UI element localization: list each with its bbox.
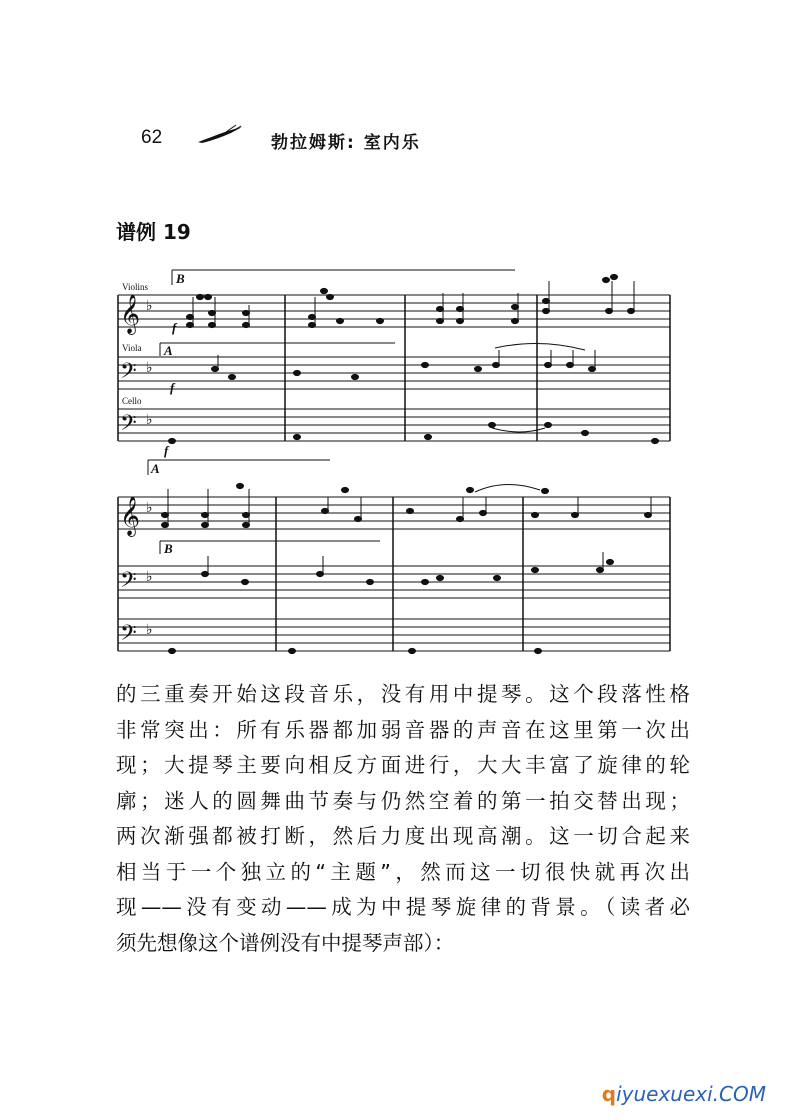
- book-title: 勃拉姆斯: 室内乐: [271, 133, 421, 153]
- body-line: 非常突出：所有乐器都加弱音器的声音在这里第一次出: [116, 717, 690, 742]
- rehearsal-mark: B: [164, 541, 173, 556]
- svg-text:𝄞: 𝄞: [120, 294, 141, 334]
- watermark-first-letter: q: [601, 1082, 617, 1106]
- svg-text:𝄢: 𝄢: [120, 568, 137, 598]
- instrument-label-violins: Violins: [122, 282, 148, 292]
- watermark-text: iyuexuexi.COM: [616, 1082, 766, 1106]
- example-title: 谱例 19: [116, 220, 191, 244]
- dynamic-mark: f: [172, 320, 177, 335]
- body-line: 廓；迷人的圆舞曲节奏与仍然空着的第一拍交替出现；: [116, 788, 690, 813]
- body-line: 现——没有变动——成为中提琴旋律的背景。（读者必: [116, 895, 690, 919]
- body-line: 相当于一个独立的“主题”，然而这一切很快就再次出: [116, 859, 690, 884]
- rehearsal-mark: A: [164, 343, 173, 358]
- page-number: 62: [141, 127, 163, 148]
- svg-text:♭: ♭: [146, 569, 153, 585]
- svg-text:𝄢: 𝄢: [120, 359, 137, 389]
- rehearsal-mark: A: [151, 461, 160, 476]
- dynamic-mark: f: [170, 380, 175, 395]
- watermark: [602, 1082, 766, 1106]
- viola-staff: [118, 357, 670, 389]
- body-paragraph: [116, 677, 690, 961]
- body-line: 现；大提琴主要向相反方面进行，大大丰富了旋律的轮: [116, 753, 690, 777]
- svg-text:𝄢: 𝄢: [120, 411, 137, 441]
- body-line: 的三重奏开始这段音乐，没有用中提琴。这个段落性格: [116, 682, 690, 706]
- svg-text:♭: ♭: [146, 500, 153, 516]
- dynamic-mark: f: [164, 443, 169, 458]
- svg-text:♭: ♭: [146, 360, 153, 376]
- svg-text:♭: ♭: [146, 298, 153, 314]
- svg-text:♭: ♭: [146, 412, 153, 428]
- violins-staff-2: [118, 497, 670, 529]
- body-line: 须先想像这个谱例没有中提琴声部）：: [116, 930, 455, 955]
- rehearsal-mark: B: [176, 271, 185, 286]
- viola-staff-2: [118, 566, 670, 598]
- cello-staff: [118, 409, 670, 441]
- cello-staff-2: [118, 619, 670, 651]
- instrument-label-viola: Viola: [122, 343, 142, 353]
- svg-text:𝄞: 𝄞: [120, 496, 141, 536]
- svg-text:♭: ♭: [146, 622, 153, 638]
- body-line: 两次渐强都被打断，然后力度出现高潮。这一切合起来: [116, 824, 690, 848]
- instrument-label-cello: Cello: [122, 396, 142, 406]
- svg-text:𝄢: 𝄢: [120, 621, 137, 651]
